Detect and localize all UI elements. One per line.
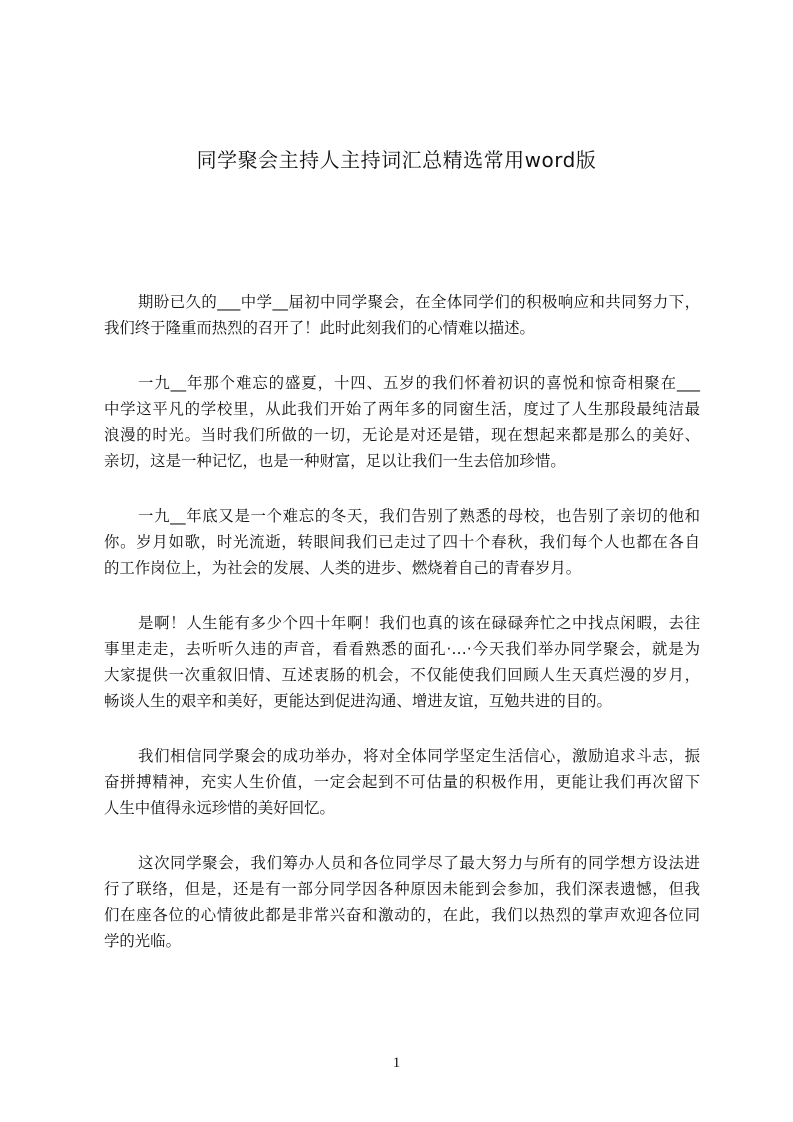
paragraph bbox=[104, 743, 700, 821]
paragraph-line: 奋拼搏精神，充实人生价值，一定会起到不可估量的积极作用，更能让我们再次留下 bbox=[104, 773, 700, 791]
paragraph-line: 这次同学聚会，我们筹办人员和各位同学尽了最大努力与所有的同学想方设法进 bbox=[138, 854, 700, 872]
paragraph-line: 我们终于隆重而热烈的召开了！此时此刻我们的心情难以描述。 bbox=[104, 319, 535, 337]
paragraph-line: 是啊！人生能有多少个四十年啊！我们也真的该在碌碌奔忙之中找点闲暇，去往 bbox=[138, 614, 700, 632]
paragraph-line: 们在座各位的心情彼此都是非常兴奋和激动的，在此，我们以热烈的掌声欢迎各位同 bbox=[104, 906, 700, 924]
paragraph-line: 的工作岗位上，为社会的发展、人类的进步、燃烧着自己的青春岁月。 bbox=[104, 559, 582, 577]
paragraph bbox=[104, 503, 700, 581]
paragraph-line: 人生中值得永远珍惜的美好回忆。 bbox=[104, 799, 335, 817]
paragraph-line: 畅谈人生的艰辛和美好，更能达到促进沟通、增进友谊，互勉共进的目的。 bbox=[104, 692, 612, 710]
document-body bbox=[104, 289, 700, 983]
document-title: 同学聚会主持人主持词汇总精选常用word版 bbox=[196, 148, 597, 172]
paragraph bbox=[104, 850, 700, 954]
paragraph-line: 你。岁月如歌，时光流逝，转眼间我们已走过了四十个春秋，我们每个人也都在各自 bbox=[104, 533, 700, 551]
paragraph-line: 浪漫的时光。当时我们所做的一切，无论是对还是错，现在想起来都是那么的美好、 bbox=[104, 426, 700, 444]
paragraph-line: 一九__年底又是一个难忘的冬天，我们告别了熟悉的母校，也告别了亲切的他和 bbox=[138, 507, 700, 525]
paragraph-line: 大家提供一次重叙旧情、互述衷肠的机会，不仅能使我们回顾人生天真烂漫的岁月， bbox=[104, 666, 700, 684]
page-number: 1 bbox=[392, 1055, 401, 1071]
paragraph-line: 亲切，这是一种记忆，也是一种财富，足以让我们一生去倍加珍惜。 bbox=[104, 452, 566, 470]
paragraph bbox=[104, 289, 700, 341]
paragraph-line: 学的光临。 bbox=[104, 932, 181, 950]
paragraph-line: 期盼已久的___中学__届初中同学聚会，在全体同学们的积极响应和共同努力下， bbox=[138, 293, 700, 311]
paragraph bbox=[104, 370, 700, 474]
paragraph-line: 我们相信同学聚会的成功举办，将对全体同学坚定生活信心，激励追求斗志，振 bbox=[138, 747, 700, 765]
paragraph-line: 中学这平凡的学校里，从此我们开始了两年多的同窗生活，度过了人生那段最纯洁最 bbox=[104, 400, 700, 418]
paragraph-line: 事里走走，去听听久违的声音，看看熟悉的面孔·…·今天我们举办同学聚会，就是为 bbox=[104, 640, 700, 658]
paragraph bbox=[104, 610, 700, 714]
paragraph-line: 一九__年那个难忘的盛夏，十四、五岁的我们怀着初识的喜悦和惊奇相聚在___ bbox=[138, 374, 700, 392]
paragraph-line: 行了联络，但是，还是有一部分同学因各种原因未能到会参加，我们深表遗憾，但我 bbox=[104, 880, 700, 898]
